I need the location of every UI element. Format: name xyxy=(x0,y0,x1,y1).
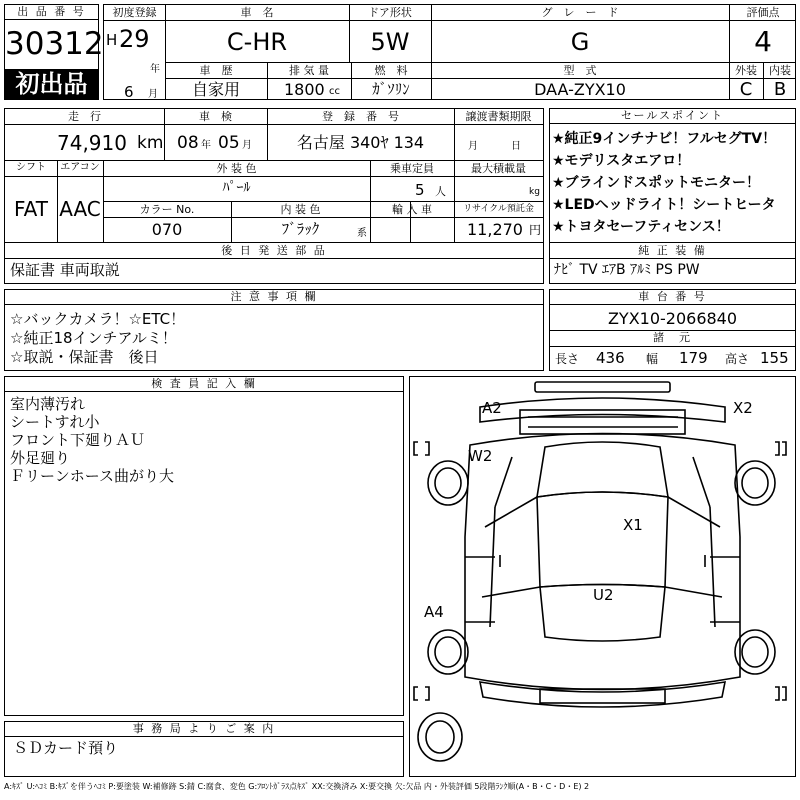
transfer-day-unit: 日 xyxy=(511,141,521,152)
history: 自家用 xyxy=(191,80,240,99)
lot-box xyxy=(4,4,104,100)
interior-label: 内装 xyxy=(769,64,791,77)
note-line: ☆純正18インチアルミ！ xyxy=(10,329,177,347)
damage-mark: X1 xyxy=(623,516,643,534)
score: 4 xyxy=(754,25,772,58)
color-number: 070 xyxy=(151,220,183,239)
width: 179 xyxy=(679,349,708,367)
length: 436 xyxy=(596,349,625,367)
exterior-label: 外装 xyxy=(735,64,757,77)
color-no-label: カラー No. xyxy=(139,203,195,216)
dims-label: 諸 元 xyxy=(653,331,692,344)
office-box xyxy=(4,721,404,777)
ac-label: エアコン xyxy=(60,162,100,173)
inspection-month-unit: 月 xyxy=(242,140,252,151)
car-name: C-HR xyxy=(226,28,288,56)
first-reg-label: 初度登録 xyxy=(112,6,157,19)
height: 155 xyxy=(760,349,789,367)
displacement-unit: cc xyxy=(329,86,340,97)
grade-label: グ レ ー ド xyxy=(541,6,619,19)
year-unit: 年 xyxy=(150,64,160,75)
chassis-box xyxy=(549,289,796,371)
chassis-number: ZYX10-2066840 xyxy=(607,309,738,328)
damage-mark: U2 xyxy=(593,586,614,604)
fuel: ｶﾞｿﾘﾝ xyxy=(372,80,410,98)
note-line: ☆取説・保証書 後日 xyxy=(10,348,159,366)
mileage: 74,910 xyxy=(57,131,127,155)
load-unit: kg xyxy=(529,187,540,197)
chassis-label: 車 台 番 号 xyxy=(550,290,795,305)
office-text: ＳＤカード預り xyxy=(13,739,119,757)
mileage-label: 走 行 xyxy=(68,110,101,123)
sales-points xyxy=(549,108,796,284)
sales-line: ★トヨタセーフティセンス！ xyxy=(552,219,730,235)
model-label: 型 式 xyxy=(563,64,597,77)
displacement: 1800 xyxy=(284,80,325,99)
exterior-grade: C xyxy=(739,79,753,100)
inspection-year: 08 xyxy=(177,133,199,153)
notes-box xyxy=(4,289,544,371)
damage-mark: W2 xyxy=(468,447,493,465)
import-label: 輸 入 車 xyxy=(392,203,432,216)
shift-label: シフト xyxy=(16,162,46,173)
capacity-label: 乗車定員 xyxy=(390,162,434,175)
registration-number: 名古屋 340ﾔ 134 xyxy=(296,133,425,152)
first-listing-badge: 初出品 xyxy=(5,69,98,99)
door-label: ドア形状 xyxy=(368,6,412,19)
capacity-unit: 人 xyxy=(435,185,446,198)
interior-color-unit: 系 xyxy=(357,228,367,239)
inspector-line: 外足廻り xyxy=(10,449,71,467)
width-label: 幅 xyxy=(646,352,659,366)
car-outline xyxy=(410,377,795,776)
later-label: 後 日 発 送 部 品 xyxy=(221,244,327,257)
inspector-line: シートすれ小 xyxy=(10,413,100,431)
score-label: 評価点 xyxy=(746,6,780,19)
fuel-label: 燃 料 xyxy=(374,64,408,77)
recycle-unit: 円 xyxy=(529,223,542,237)
equipment: ﾅﾋﾞ TV ｴｱB ｱﾙﾐ PS PW xyxy=(554,262,700,278)
car-diagram xyxy=(409,376,796,777)
vehicle-table xyxy=(4,108,544,284)
damage-mark: A2 xyxy=(482,399,502,417)
history-label: 車 歴 xyxy=(199,64,233,77)
recycle-label: リサイクル預託金 xyxy=(463,204,534,214)
office-label: 事 務 局 よ り ご 案 内 xyxy=(5,722,403,737)
sales-line: ★モデリスタエアロ！ xyxy=(552,153,691,169)
color-label: 外 装 色 xyxy=(216,162,257,175)
displacement-label: 排 気 量 xyxy=(289,64,329,77)
lot-number: 30312 xyxy=(5,26,104,62)
int-color-label: 内 装 色 xyxy=(280,203,321,216)
grade: G xyxy=(570,28,590,56)
interior-color: ﾌﾞﾗｯｸ xyxy=(281,220,320,238)
ac: AAC xyxy=(59,197,101,221)
inspector-box xyxy=(4,376,404,716)
mileage-unit: km xyxy=(137,133,164,153)
transfer-label: 譲渡書類期限 xyxy=(465,110,532,123)
first-reg-month: 6 xyxy=(124,83,134,101)
inspector-label: 検 査 員 記 入 欄 xyxy=(5,377,403,392)
era: H xyxy=(106,31,118,49)
inspector-line: フロント下廻りＡＵ xyxy=(10,431,146,449)
door-type: 5W xyxy=(370,28,410,56)
later-parts: 保証書 車両取説 xyxy=(10,261,120,279)
height-label: 高さ xyxy=(725,352,750,366)
capacity: 5 xyxy=(415,181,425,199)
inspection-year-unit: 年 xyxy=(201,140,211,151)
transfer-month-unit: 月 xyxy=(468,141,478,152)
sales-line: ★純正9インチナビ！フルセグTV！ xyxy=(552,131,777,147)
inspection-month: 05 xyxy=(218,133,240,153)
equip-label: 純 正 装 備 xyxy=(638,244,707,257)
exterior-color: ﾊﾟｰﾙ xyxy=(222,180,251,196)
sales-label: セールスポイント xyxy=(550,109,795,124)
notes-label: 注 意 事 項 欄 xyxy=(5,290,543,305)
inspector-line: Ｆリーンホース曲がり大 xyxy=(10,467,174,485)
car-name-label: 車 名 xyxy=(240,6,274,19)
load-label: 最大積載量 xyxy=(471,162,526,175)
model-code: DAA-ZYX10 xyxy=(534,80,626,99)
reg-label: 登 録 番 号 xyxy=(322,110,399,123)
shift: FAT xyxy=(13,197,48,221)
first-reg-year: 29 xyxy=(119,25,150,53)
damage-mark: X2 xyxy=(733,399,753,417)
interior-grade: B xyxy=(773,79,787,100)
legend: A:ｷｽﾞ U:ﾍｺﾐ B:ｷｽﾞを伴うﾍｺﾐ P:要塗装 W:補修跡 S:錆 C:腐食、変色 G:ﾌﾛﾝﾄｶﾞﾗｽ点ｷｽﾞ XX:交換済み X:要交換 欠:欠品 内・外装評価 5段階ﾗﾝｸ順(A・B・C・D・E) 2 xyxy=(4,782,590,791)
length-label: 長さ xyxy=(555,352,580,366)
sales-line: ★LEDヘッドライト！シートヒータ xyxy=(552,197,776,213)
sales-line: ★ブラインドスポットモニター！ xyxy=(552,175,760,191)
top-table xyxy=(103,4,796,100)
lot-label: 出 品 番 号 xyxy=(5,5,98,20)
inspector-line: 室内薄汚れ xyxy=(10,395,86,413)
recycle-amount: 11,270 xyxy=(467,220,523,239)
month-unit: 月 xyxy=(148,89,158,100)
damage-mark: A4 xyxy=(424,603,444,621)
note-line: ☆バックカメラ！☆ETC！ xyxy=(10,310,186,328)
inspection-label: 車 検 xyxy=(199,110,232,123)
